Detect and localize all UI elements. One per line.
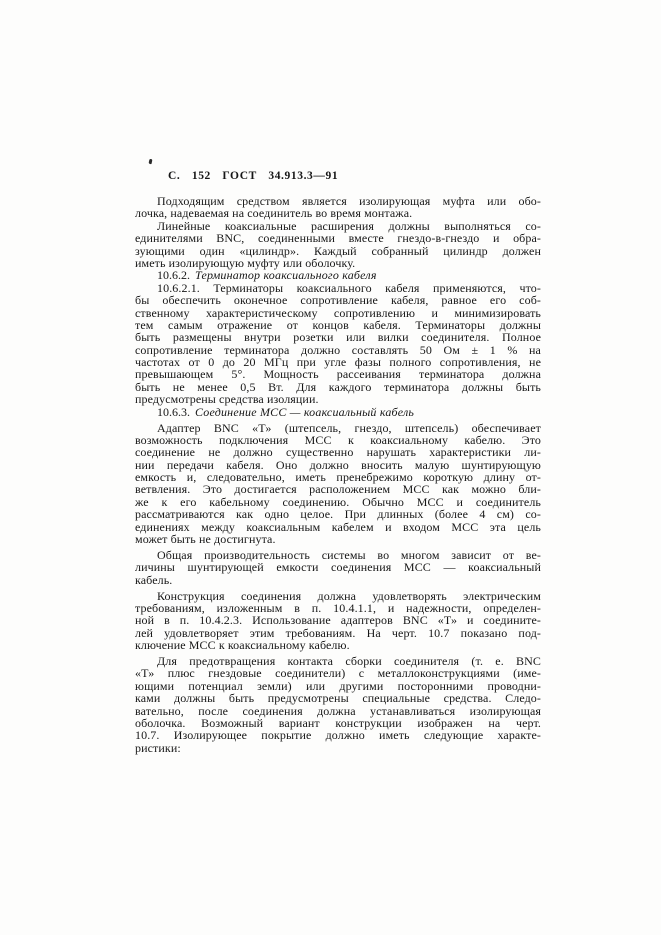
- section-number: 10.6.3.: [157, 404, 190, 419]
- text-line: 10.6.2.1. Терминаторы коаксиального кабеля применяются, что-: [157, 280, 541, 295]
- text-line: зующими один «цилиндр». Каждый собранный цилиндр должен: [135, 243, 541, 258]
- text-line: лей удовлетворяет этим требованиям. На черт. 10.7 показано под-: [135, 625, 541, 640]
- text-line: превышающем 5°. Мощность рассеивания терминатора должна: [135, 367, 541, 382]
- text-line: ристики:: [135, 740, 181, 755]
- text-line: быть не менее 0,5 Вт. Для каждого терминатора должны быть: [135, 379, 541, 394]
- page-header: С. 152 ГОСТ 34.913.3—91: [168, 170, 339, 182]
- text-line: оболочка. Возможный вариант конструкции изображен на черт.: [135, 716, 541, 731]
- text-line: ками должны быть предусмотрены специальные средства. Следо-: [135, 691, 541, 706]
- text-line: же к его кабельному соединению. Обычно МСС и соединитель: [135, 494, 541, 509]
- text-line: Подходящим средством является изолирующая муфта или обо-: [157, 194, 541, 208]
- text-line: вательно, после соединения должна устанавливаться изолирующая: [135, 703, 541, 718]
- text-line: «Т» плюс гнездовые соединители) с металлоконструкциями (име-: [135, 666, 541, 681]
- section-title: Соединение МСС — коаксиальный кабель: [195, 404, 415, 419]
- text-line: ственному характеристическому сопротивлению и минимизировать: [135, 305, 541, 320]
- text-line: ной в п. 10.4.2.3. Использование адаптеров BNC «Т» и соедините-: [135, 613, 541, 628]
- ink-speck: [149, 159, 153, 165]
- text-line: возможность подключения МСС к коаксиальному кабелю. Это: [135, 432, 541, 447]
- text-line: сопротивление терминатора должно составлять 50 Ом ± 1 % на: [135, 342, 541, 357]
- section-heading: [135, 269, 541, 281]
- text-line: личины шунтирующей емкости соединения МСС — коаксиальный: [135, 560, 541, 575]
- section-number: 10.6.2.: [157, 268, 190, 283]
- section-title: Терминатор коаксиального кабеля: [195, 268, 377, 283]
- text-line: иметь изолирующую муфту или оболочку.: [135, 255, 356, 270]
- text-line: 10.7. Изолирующее покрытие должно иметь следующие характе-: [135, 728, 541, 743]
- text-line: бы обеспечить оконечное сопротивление кабеля, равное его соб-: [135, 293, 541, 308]
- text-line: быть размещены внутри розетки или вилки соединителя. Полное: [135, 330, 541, 345]
- section-heading: [135, 406, 541, 418]
- text-line: Общая производительность системы во многом зависит от ве-: [157, 547, 541, 562]
- text-line: кабель.: [135, 572, 173, 587]
- text-line: Адаптер BNC «Т» (штепсель, гнездо, штепсель) обеспечивает: [157, 420, 541, 435]
- text-line: Для предотвращения контакта сборки соединителя (т. е. BNC: [157, 654, 541, 669]
- text-line: ющими потенциал земли) или другими посторонними проводни-: [135, 678, 541, 693]
- text-line: ключение МСС к коаксиальному кабелю.: [135, 638, 350, 653]
- text-line: единениях между коаксиальным кабелем и входом МСС эта цель: [135, 519, 541, 534]
- body-text: [135, 195, 541, 754]
- text-line: емкость и, следовательно, иметь пренебрежимо короткую длину от-: [135, 470, 541, 485]
- text-line: нии передачи кабеля. Оно должно вносить малую шунтирующую: [135, 457, 541, 472]
- text-line: требованиям, изложенным в п. 10.4.1.1, и надежности, определен-: [135, 601, 541, 615]
- text-line: лочка, надеваемая на соединитель во время монтажа.: [135, 206, 413, 221]
- text-line: соединение не должно существенно нарушать характеристики ли-: [135, 445, 541, 460]
- text-line: Линейные коаксиальные расширения должны выполняться со-: [157, 218, 541, 233]
- text-line: Конструкция соединения должна удовлетворять электрическим: [157, 588, 541, 603]
- text-line: предусмотрены средства изоляции.: [135, 392, 319, 407]
- text-line: ветвления. Это достигается расположением МСС как можно бли-: [135, 482, 541, 497]
- text-line: единителями BNC, соединенными вместе гнездо-в-гнездо и обра-: [135, 231, 541, 246]
- text-line: тем самым отражение от концов кабеля. Терминаторы должны: [135, 317, 541, 332]
- text-line: рассматриваются как одно целое. При длинных (более 4 см) со-: [135, 507, 541, 522]
- text-line: может быть не достигнута.: [135, 532, 276, 547]
- text-line: частотах от 0 до 20 МГц при угле фазы полного сопротивления, не: [135, 355, 541, 370]
